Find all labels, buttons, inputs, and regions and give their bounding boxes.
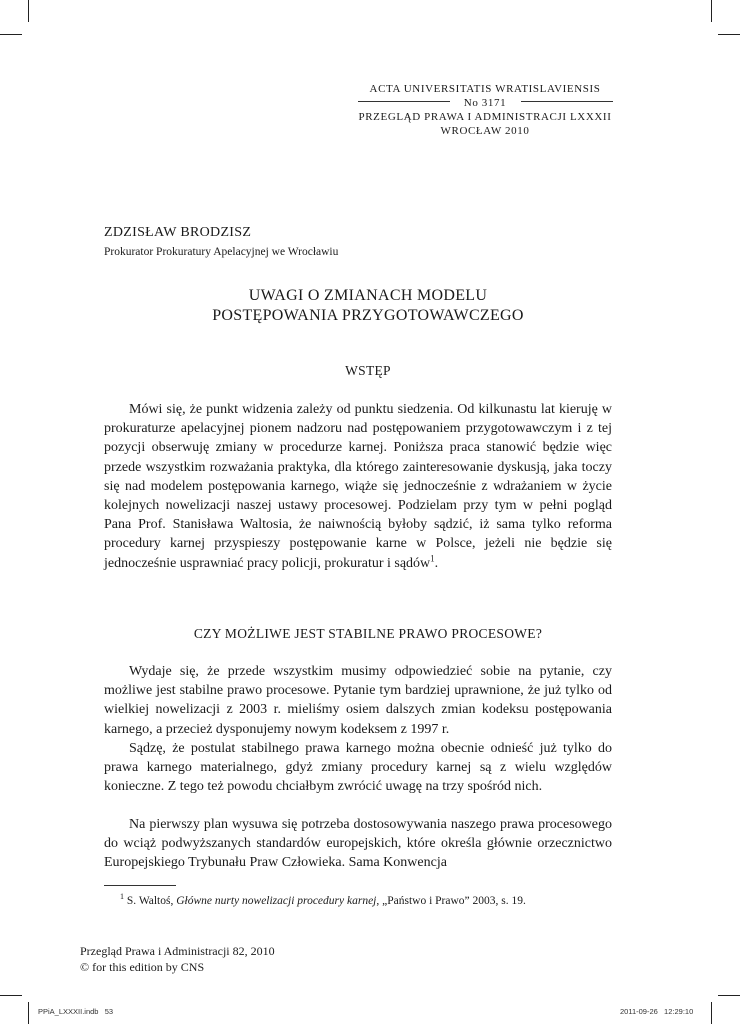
slug-file: PPiA_LXXXII.indb 53	[38, 1007, 114, 1016]
footnote-number: 1	[120, 892, 124, 901]
journal-series: PRZEGLĄD PRAWA I ADMINISTRACJI LXXXII	[358, 111, 612, 123]
header-rule-right	[521, 101, 613, 102]
footnote	[120, 892, 526, 907]
article-title-line-1: UWAGI O ZMIANACH MODELU	[248, 287, 488, 304]
footnote-reference[interactable]: 1	[430, 552, 435, 563]
footnote-rule	[104, 885, 176, 886]
section-heading-intro: WSTĘP	[345, 363, 391, 378]
author-affiliation: Prokurator Prokuratury Apelacyjnej we Wrocławiu	[104, 246, 339, 258]
author-name: ZDZISŁAW BRODZISZ	[104, 225, 252, 240]
crop-mark-bottom-right-v	[711, 1002, 712, 1024]
crop-mark-bottom-left-v	[28, 1002, 29, 1024]
crop-mark-bottom-right-h	[718, 995, 740, 996]
crop-mark-top-right-h	[718, 34, 740, 35]
footnote-suffix: , „Państwo i Prawo” 2003, s. 19.	[376, 894, 526, 907]
intro-text: Mówi się, że punkt widzenia zależy od punktu siedzenia. Od kilkunastu lat kieruję w prokuraturze apelacyjnej pionem nadzoru nad postępowaniem przygotowawczym i z tej pozycji obserwuję zmiany w procedurze karnej. Poniższa praca stanowić będzie więc przede wszystkim rozważania praktyka, dla którego zainteresowanie dyskusją, jaka toczy się nad modelem postępowania karnego, wiąże się jednocześnie z wdrażaniem w życie kolejnych nowelizacji naszej ustawy procesowej. Podzielam przy tym w pełni pogląd Pana Prof. Stanisława Waltosia, że naiwnością byłoby sądzić, iż sama tylko reforma procedury karnej przyspieszy postępowanie karne w Polsce, jeżeli nie będzie się jednocześnie usprawniać pracy policji, prokuratur i sądów	[104, 402, 612, 571]
journal-name: ACTA UNIVERSITATIS WRATISLAVIENSIS	[369, 83, 601, 95]
body-paragraph-1: Wydaje się, że przede wszystkim musimy odpowiedzieć sobie na pytanie, czy możliwe jest stabilne prawo procesowe. Pytanie tym bardziej uprawnione, że już tylko od wielkiej nowelizacji z 2003 r. mieliśmy osiem dalszych zmian kodeksu postępowania karnego, a przecież dysponujemy nowym kodeksem z 1997 r.	[104, 664, 612, 737]
body-paragraph-3: Na pierwszy plan wysuwa się potrzeba dostosowywania naszego prawa procesowego do wciąż podwyższanych standardów europejskich, które określa głównie orzecznictwo Europejskiego Trybunału Praw Człowieka. Sama Konwencja	[104, 817, 612, 871]
journal-number: No 3171	[463, 97, 507, 109]
imprint-line-2: © for this edition by CNS	[80, 960, 205, 974]
crop-mark-bottom-left-h	[0, 995, 22, 996]
section-heading-stable-law: CZY MOŻLIWE JEST STABILNE PRAWO PROCESOWE?	[193, 626, 543, 641]
body-paragraph-2: Sądzę, że postulat stabilnego prawa karnego można obecnie odnieść już tylko do prawa karnego materialnego, gdyż zmiany procedury karnej są z wielu względów konieczne. Z tego też powodu chciałbym zwrócić uwagę na trzy spośród nich.	[104, 741, 612, 795]
footnote-cited-title: Główne nurty nowelizacji procedury karnej	[176, 894, 377, 907]
imprint-line-1: Przegląd Prawa i Administracji 82, 2010	[80, 944, 275, 958]
footnote-prefix: S. Waltoś,	[126, 894, 177, 907]
crop-mark-top-left-h	[0, 34, 22, 35]
crop-mark-top-right-v	[711, 0, 712, 22]
imprint	[80, 943, 275, 975]
body-paragraph-intro: Mówi się, że punkt widzenia zależy od punktu siedzenia. Od kilkunastu lat kieruję w prokuraturze apelacyjnej pionem nadzoru nad postępowaniem przygotowawczym i z tej pozycji obserwuję zmiany w procedurze karnej. Poniższa praca stanowić będzie więc przede wszystkim rozważania praktyka, dla którego zainteresowanie dyskusją, jaka toczy się nad modelem postępowania karnego, wiąże się jednocześnie z wdrażaniem w życie kolejnych nowelizacji naszej ustawy procesowej. Podzielam przy tym w pełni pogląd Pana Prof. Stanisława Waltosia, że naiwnością byłoby sądzić, iż sama tylko reforma procedury karnej przyspieszy postępowanie karne w Polsce, jeżeli nie będzie się jednocześnie usprawniać pracy policji, prokuratur i sądów$^1$.	[104, 402, 612, 571]
slug-timestamp: 2011-09-26 12:29:10	[620, 1007, 694, 1016]
journal-place-year: WROCŁAW 2010	[440, 125, 530, 137]
crop-mark-top-left-v	[28, 0, 29, 22]
article-title-line-2: POSTĘPOWANIA PRZYGOTOWAWCZEGO	[212, 307, 524, 324]
